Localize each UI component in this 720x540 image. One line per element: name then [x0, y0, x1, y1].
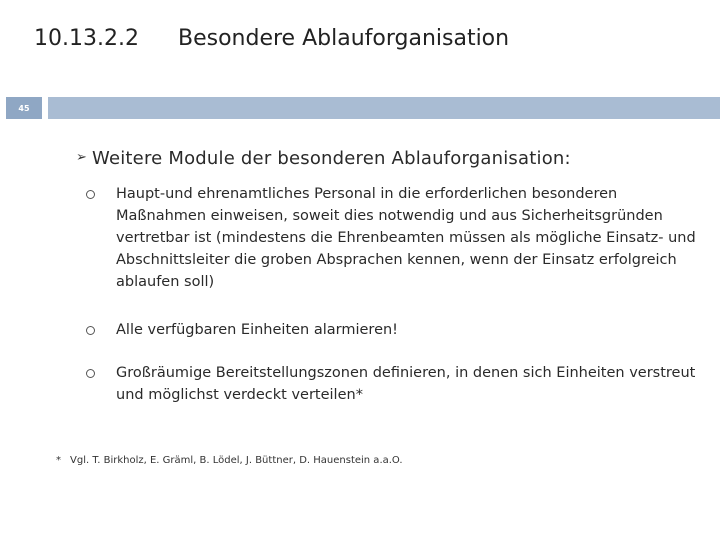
- circle-bullet-icon: [86, 190, 95, 199]
- arrow-right-bullet-icon: ➢: [76, 150, 87, 165]
- page-number: 45: [18, 103, 30, 113]
- slide-title: [34, 26, 509, 51]
- list-item-text: Großräumige Bereitstellungszonen definieren, in denen sich Einheiten verstreut und möglichst verdeckt verteilen*: [116, 365, 696, 403]
- accent-strip: [48, 97, 720, 119]
- footnote: [56, 455, 403, 466]
- footnote-marker: *: [56, 455, 61, 466]
- section-title: Besondere Ablauforganisation: [178, 26, 510, 51]
- list-item-text: Haupt-und ehrenamtliches Personal in die erforderlichen besonderen Maßnahmen einweisen, soweit dies notwendig und aus Sicherheitsgründen vertretbar ist (mindestens die Ehrenbeamten müssen als mögliche Einsatz- und Abschnittsleiter die groben Absprachen kennen, wenn der Einsatz erfolgreich ablaufen soll): [116, 186, 696, 290]
- main-bullet-text: Weitere Module der besonderen Ablauforganisation:: [92, 148, 571, 169]
- page-number-box: [6, 97, 42, 119]
- list-item-text: Alle verfügbaren Einheiten alarmieren!: [116, 322, 398, 338]
- circle-bullet-icon: [86, 369, 95, 378]
- header-bar: [0, 97, 720, 119]
- circle-bullet-icon: [86, 326, 95, 335]
- section-number: 10.13.2.2: [34, 26, 139, 51]
- footnote-text: Vgl. T. Birkholz, E. Gräml, B. Lödel, J. Büttner, D. Hauenstein a.a.O.: [70, 455, 403, 466]
